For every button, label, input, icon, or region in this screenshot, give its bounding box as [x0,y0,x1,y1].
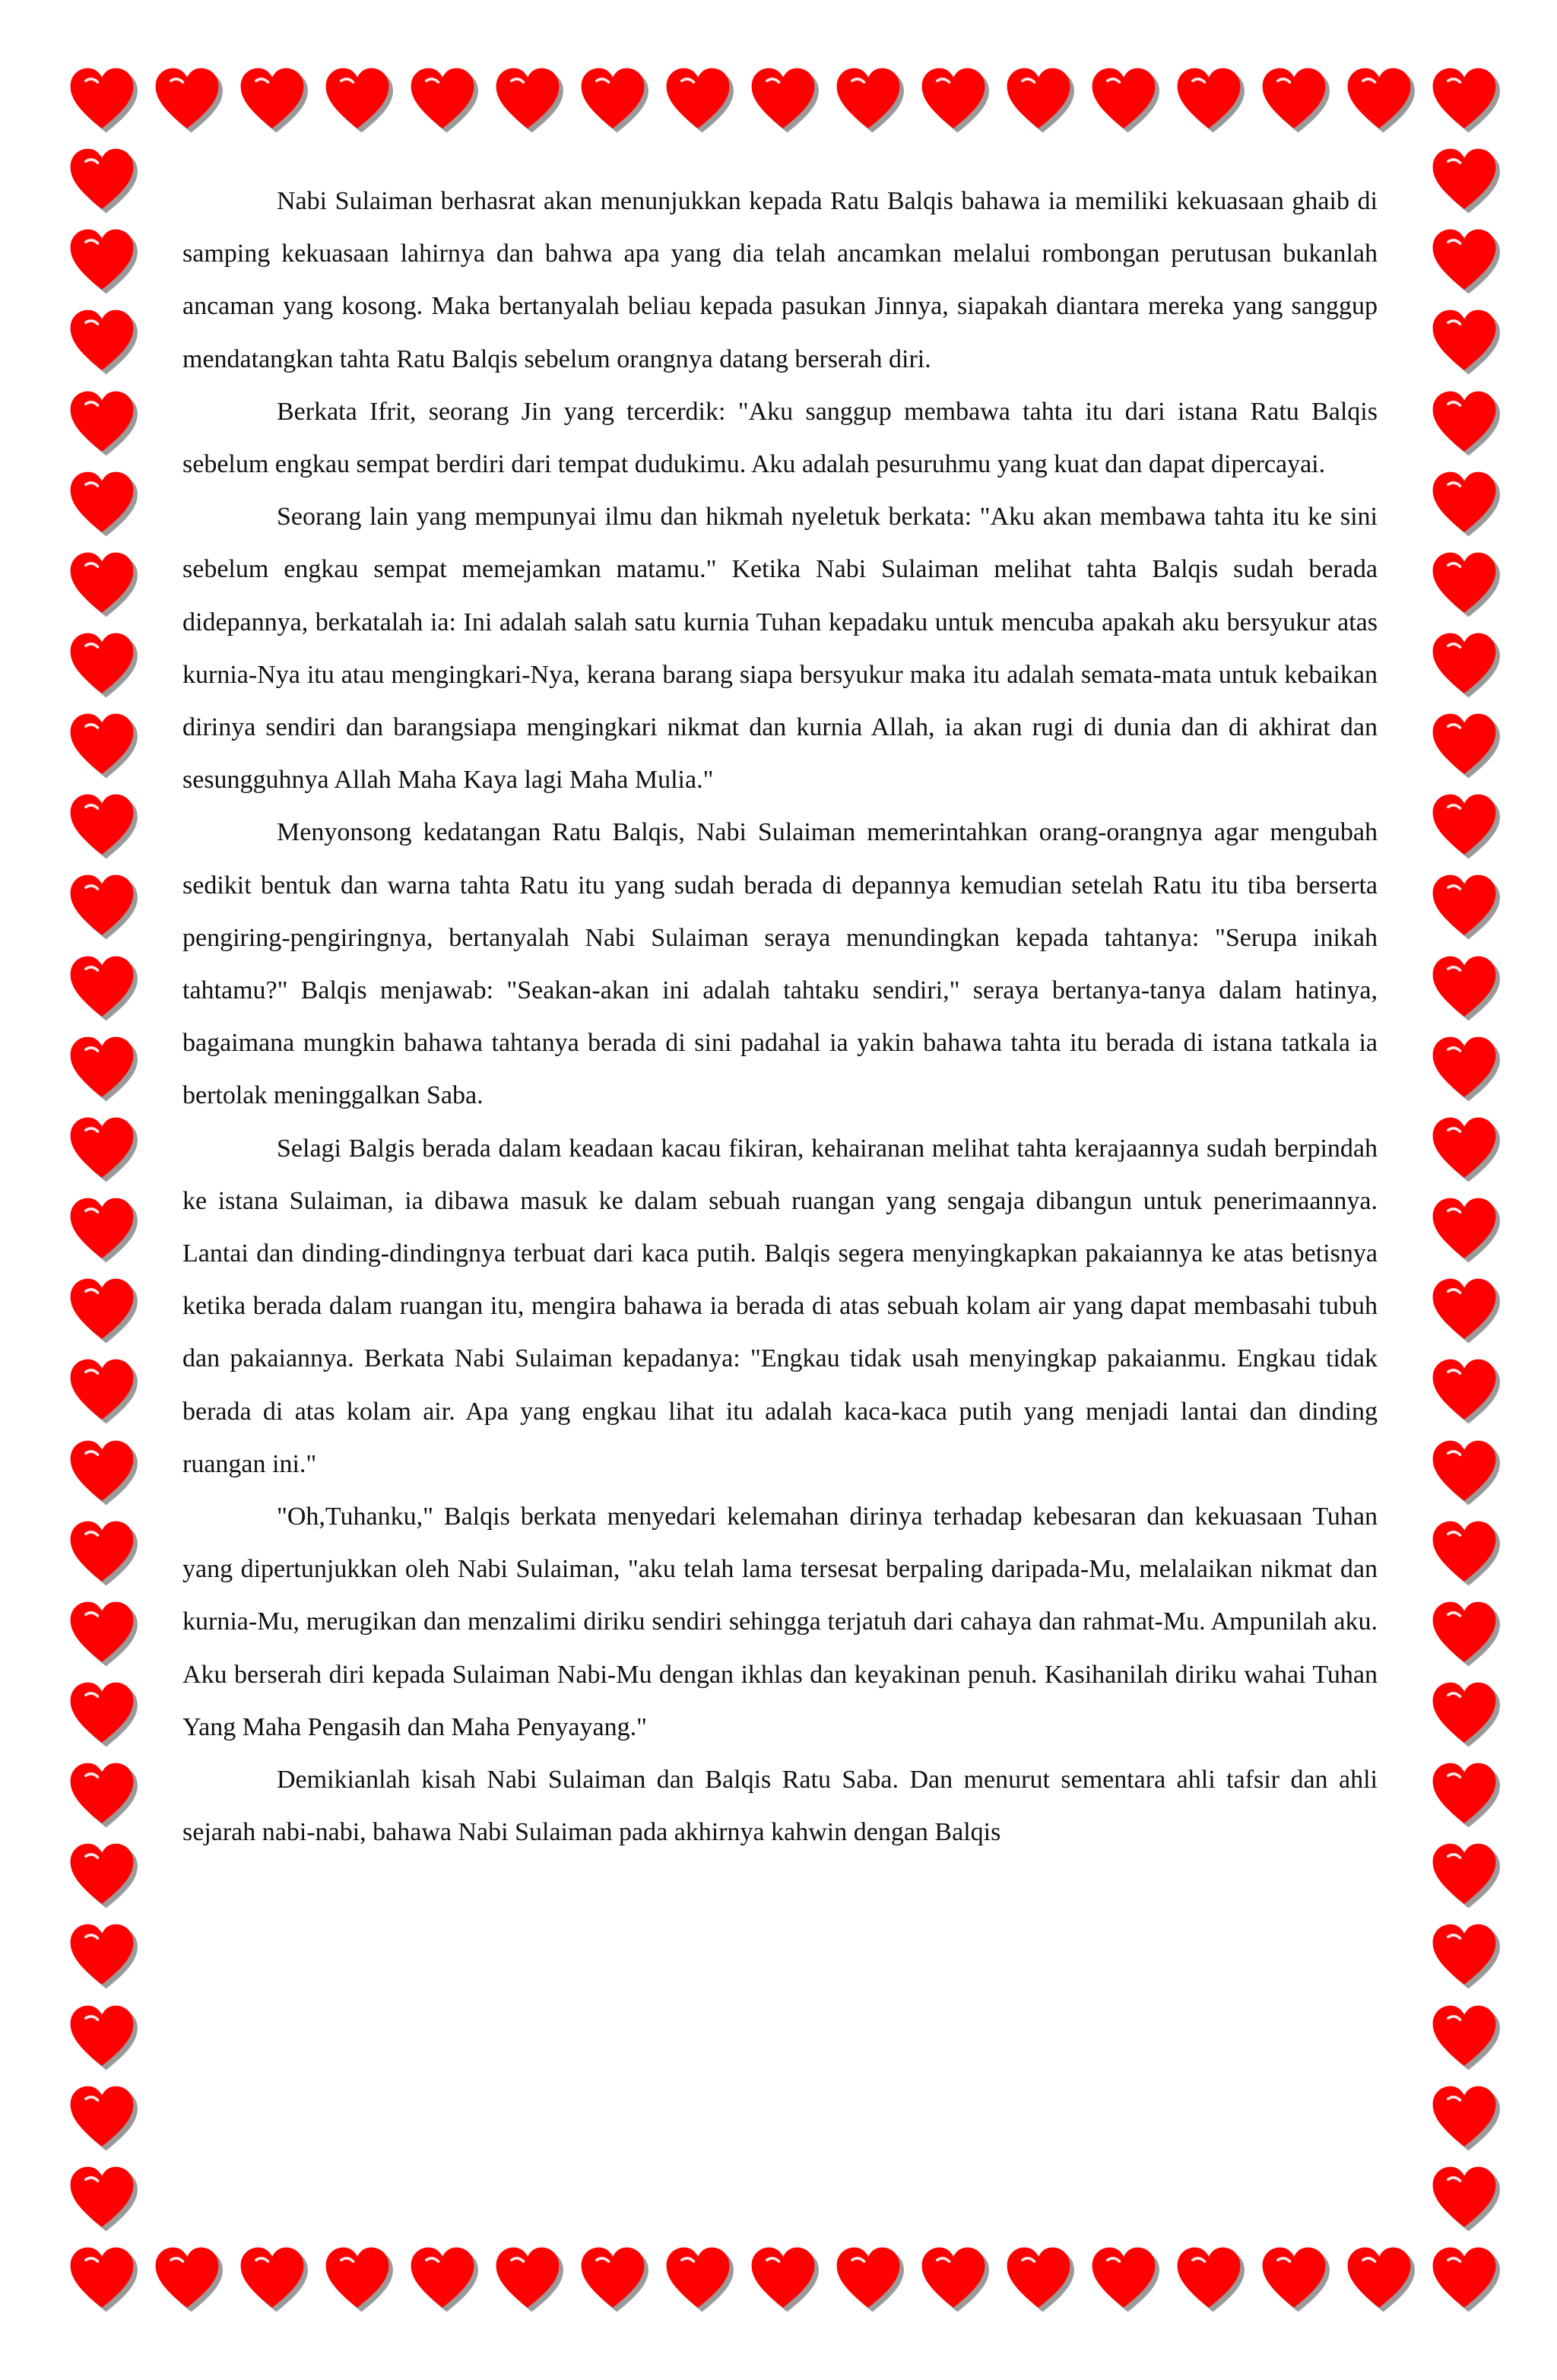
heart-icon [1429,1034,1499,1104]
heart-icon [1429,65,1499,135]
heart-icon [1429,469,1499,539]
heart-icon [67,1357,137,1426]
heart-icon [67,1438,137,1508]
heart-icon [1174,65,1244,135]
heart-icon [1429,1518,1499,1588]
story-paragraph: Selagi Balgis berada dalam keadaan kacau fikiran, kehairanan melihat tahta kerajaannya sudah berpindah ke istana Sulaiman, ia dibawa masuk ke dalam sebuah ruangan yang sengaja dibangun untuk penerimaannya. Lantai dan dinding-dindingnya terbuat dari kaca putih. Balqis segera menyingkapkan pakaiannya ke atas betisnya ketika berada dalam ruangan itu, mengira bahawa ia berada di atas sebuah kolam air yang dapat membasahi tubuh dan pakaiannya. Berkata Nabi Sulaiman kepadanya: "Engkau tidak usah menyingkap pakaianmu. Engkau tidak berada di atas kolam air. Apa yang engkau lihat itu adalah kaca-kaca putih yang menjadi lantai dan dinding ruangan ini." [182,1134,1378,1478]
heart-icon [67,630,137,700]
heart-icon [322,65,392,135]
heart-icon [1429,1195,1499,1265]
heart-icon [1089,2245,1159,2315]
heart-icon [67,389,137,459]
heart-icon [67,307,137,377]
heart-icon [1429,1438,1499,1508]
story-paragraph: Demikianlah kisah Nabi Sulaiman dan Balqis Ratu Saba. Dan menurut sementara ahli tafsir dan ahli sejarah nabi-nabi, bahawa Nabi Sulaiman pada akhirnya kahwin dengan Balqis [182,1766,1378,1847]
heart-icon [407,2245,477,2315]
heart-icon [67,1034,137,1104]
heart-icon [67,1115,137,1185]
heart-icon [67,1518,137,1588]
heart-icon [1259,2245,1329,2315]
heart-icon [1429,954,1499,1023]
heart-icon [67,1680,137,1750]
story-paragraph: Nabi Sulaiman berhasrat akan menunjukkan kepada Ratu Balqis bahawa ia memiliki kekuasaan ghaib di samping kekuasaan lahirnya dan bahwa apa yang dia telah ancamkan melalui rombongan perutusan bukanlah ancaman yang kosong. Maka bertanyalah beliau kepada pasukan Jinnya, siapakah diantara mereka yang sanggup mendatangkan tahta Ratu Balqis sebelum orangnya datang berserah diri. [182,187,1378,373]
heart-icon [67,2245,137,2315]
heart-icon [1429,307,1499,377]
heart-icon [1429,2003,1499,2073]
heart-icon [1429,2164,1499,2234]
heart-icon [1429,1921,1499,1991]
story-paragraph: "Oh,Tuhanku," Balqis berkata menyedari kelemahan dirinya terhadap kebesaran dan kekuasaan Tuhan yang dipertunjukkan oleh Nabi Sulaiman, "aku telah lama tersesat berpaling daripada-Mu, melalaikan nikmat dan kurnia-Mu, merugikan dan menzalimi diriku sendiri sehingga terjatuh dari cahaya dan rahmat-Mu. Ampunilah aku. Aku berserah diri kepada Sulaiman Nabi-Mu dengan ikhlas dan keyakinan penuh. Kasihanilah diriku wahai Tuhan Yang Maha Pengasih dan Maha Penyayang." [182,1503,1378,1741]
heart-icon [1344,65,1414,135]
heart-icon [918,65,988,135]
heart-icon [1174,2245,1244,2315]
heart-icon [493,2245,563,2315]
heart-icon [1429,2245,1499,2315]
heart-icon [67,872,137,942]
heart-icon [578,65,648,135]
heart-icon [1429,630,1499,700]
heart-icon [237,65,307,135]
heart-icon [1429,1357,1499,1426]
heart-icon [1344,2245,1414,2315]
heart-icon [1429,146,1499,216]
story-paragraph: Berkata Ifrit, seorang Jin yang tercerdik: "Aku sanggup membawa tahta itu dari istana Ratu Balqis sebelum engkau sempat berdiri dari tempat dudukimu. Aku adalah pesuruhmu yang kuat dan dapat dipercayai. [182,397,1378,479]
heart-icon [67,1760,137,1830]
heart-icon [1429,389,1499,459]
heart-icon [1089,65,1159,135]
heart-icon [67,550,137,620]
heart-icon [1429,872,1499,942]
heart-icon [67,792,137,862]
heart-icon [1429,550,1499,620]
heart-icon [663,2245,733,2315]
heart-icon [67,1841,137,1911]
heart-icon [67,2003,137,2073]
heart-icon [67,65,137,135]
heart-icon [67,2083,137,2153]
heart-icon [1004,65,1073,135]
heart-icon [152,2245,222,2315]
heart-icon [237,2245,307,2315]
heart-icon [67,954,137,1023]
heart-icon [1259,65,1329,135]
heart-icon [67,1599,137,1669]
heart-icon [67,1276,137,1346]
heart-icon [1429,227,1499,297]
heart-icon [67,227,137,297]
heart-icon [663,65,733,135]
heart-icon [833,65,903,135]
heart-icon [1429,1115,1499,1185]
heart-icon [1429,2083,1499,2153]
heart-icon [578,2245,648,2315]
heart-icon [67,469,137,539]
heart-icon [1429,1841,1499,1911]
heart-icon [748,65,818,135]
heart-icon [1429,1680,1499,1750]
heart-icon [493,65,563,135]
heart-icon [1429,1599,1499,1669]
heart-icon [67,1921,137,1991]
heart-icon [152,65,222,135]
heart-icon [833,2245,903,2315]
heart-icon [67,2164,137,2234]
heart-icon [1004,2245,1073,2315]
heart-icon [1429,1760,1499,1830]
heart-icon [918,2245,988,2315]
heart-icon [1429,711,1499,781]
heart-icon [67,1195,137,1265]
story-paragraph: Seorang lain yang mempunyai ilmu dan hikmah nyeletuk berkata: "Aku akan membawa tahta itu ke sini sebelum engkau sempat memejamkan matamu." Ketika Nabi Sulaiman melihat tahta Balqis sudah berada didepannya, berkatalah ia: Ini adalah salah satu kurnia Tuhan kepadaku untuk mencuba apakah aku bersyukur atas kurnia-Nya itu atau mengingkari-Nya, kerana barang siapa bersyukur maka itu adalah semata-mata untuk kebaikan dirinya sendiri dan barangsiapa mengingkari nikmat dan kurnia Allah, ia akan rugi di dunia dan di akhirat dan sesungguhnya Allah Maha Kaya lagi Maha Mulia." [182,503,1378,795]
heart-icon [67,146,137,216]
heart-icon [1429,1276,1499,1346]
heart-icon [748,2245,818,2315]
heart-icon [322,2245,392,2315]
heart-icon [407,65,477,135]
story-paragraph: Menyonsong kedatangan Ratu Balqis, Nabi Sulaiman memerintahkan orang-orangnya agar mengubah sedikit bentuk dan warna tahta Ratu itu yang sudah berada di depannya kemudian setelah Ratu itu tiba berserta pengiring-pengiringnya, bertanyalah Nabi Sulaiman seraya menundingkan kepada tahtanya: "Serupa inikah tahtamu?" Balqis menjawab: "Seakan-akan ini adalah tahtaku sendiri," seraya bertanya-tanya dalam hatinya, bagaimana mungkin bahawa tahtanya berada di sini padahal ia yakin bahawa tahta itu berada di istana tatkala ia bertolak meninggalkan Saba. [182,818,1378,1110]
heart-icon [1429,792,1499,862]
heart-icon [67,711,137,781]
story-body [182,175,1378,1859]
